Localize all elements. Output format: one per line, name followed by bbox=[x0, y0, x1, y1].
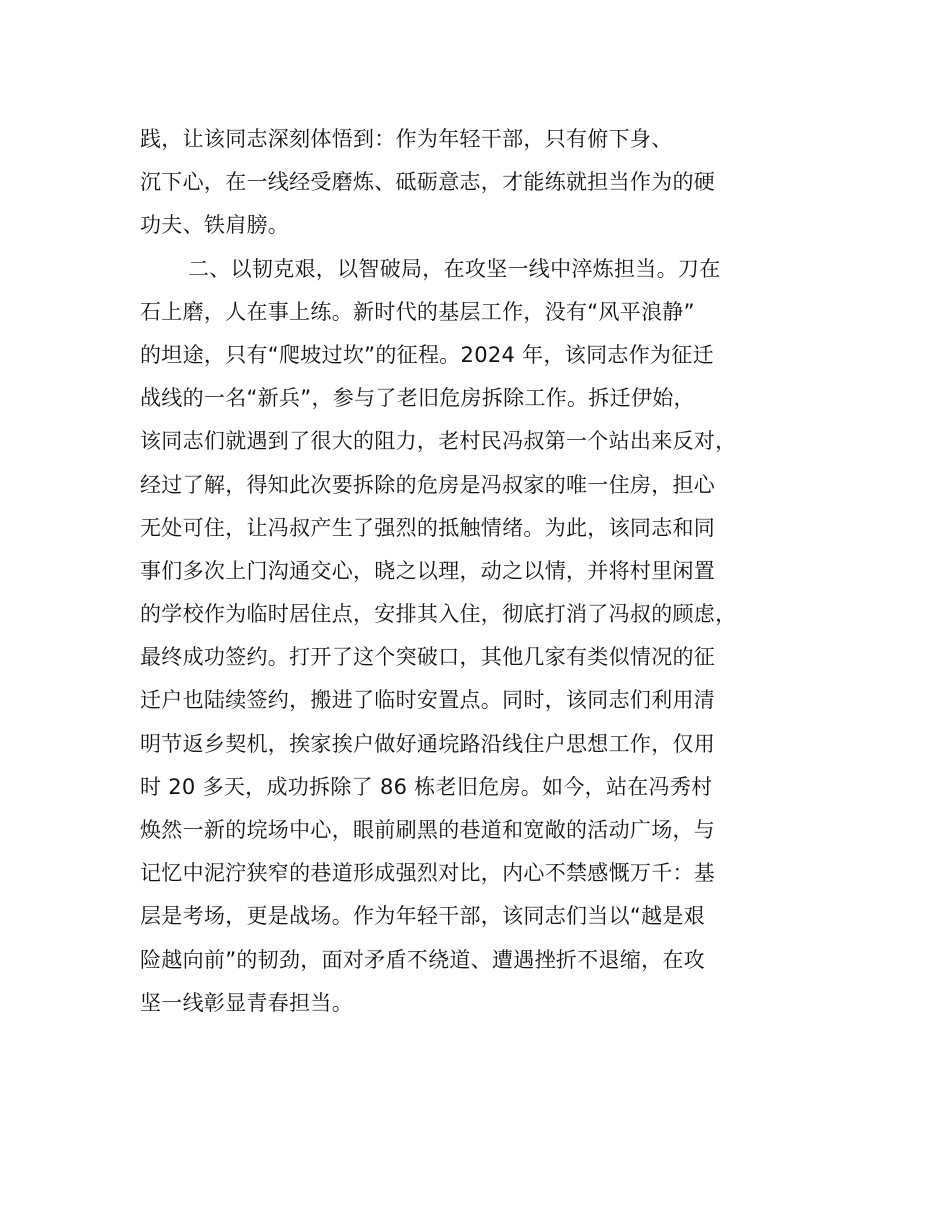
text-line: 明节返乡契机，挨家挨户做好通垸路沿线住户思想工作，仅用 bbox=[140, 731, 716, 756]
text-line: 功夫、铁肩膀。 bbox=[140, 213, 290, 238]
text-line: 的坦途，只有“爬坡过坎”的征程。2024 年，该同志作为征迁 bbox=[140, 342, 714, 367]
text-line: 层是考场，更是战场。作为年轻干部，该同志们当以“越是艰 bbox=[140, 904, 705, 929]
text-line: 经过了解，得知此次要拆除的危房是冯叔家的唯一住房，担心 bbox=[140, 472, 716, 497]
text-line: 二、以韧克艰，以智破局，在攻坚一线中淬炼担当。刀在 bbox=[188, 256, 721, 281]
text-line: 坚一线彰显青春担当。 bbox=[140, 990, 353, 1015]
text-line: 沉下心，在一线经受磨炼、砥砺意志，才能练就担当作为的硬 bbox=[140, 170, 716, 195]
text-line: 事们多次上门沟通交心，晓之以理，动之以情，并将村里闲置 bbox=[140, 558, 716, 583]
text-line: 险越向前”的韧劲，面对矛盾不绕道、遭遇挫折不退缩，在攻 bbox=[140, 947, 705, 972]
text-line: 战线的一名“新兵”，参与了老旧危房拆除工作。拆迁伊始， bbox=[140, 386, 695, 411]
text-line: 焕然一新的垸场中心，眼前刷黑的巷道和宽敞的活动广场，与 bbox=[140, 818, 716, 842]
text-line: 迁户也陆续签约，搬进了临时安置点。同时，该同志们利用清 bbox=[140, 688, 716, 713]
text-line: 最终成功签约。打开了这个突破口，其他几家有类似情况的征 bbox=[140, 645, 716, 670]
text-line: 该同志们就遇到了很大的阻力，老村民冯叔第一个站出来反对， bbox=[140, 429, 737, 454]
text-line: 记忆中泥泞狭窄的巷道形成强烈对比，内心不禁感慨万千：基 bbox=[140, 861, 716, 886]
document-body bbox=[140, 118, 830, 1025]
paragraph-1 bbox=[140, 118, 830, 248]
paragraph-2 bbox=[140, 248, 830, 1025]
text-line: 石上磨，人在事上练。新时代的基层工作，没有“风平浪静” bbox=[140, 299, 695, 324]
text-line: 时 20 多天，成功拆除了 86 栋老旧危房。如今，站在冯秀村 bbox=[140, 774, 713, 799]
text-line: 的学校作为临时居住点，安排其入住，彻底打消了冯叔的顾虑， bbox=[140, 602, 737, 627]
text-line: 践，让该同志深刻体悟到：作为年轻干部，只有俯下身、 bbox=[140, 127, 673, 151]
text-line: 无处可住，让冯叔产生了强烈的抵触情绪。为此，该同志和同 bbox=[140, 515, 716, 540]
